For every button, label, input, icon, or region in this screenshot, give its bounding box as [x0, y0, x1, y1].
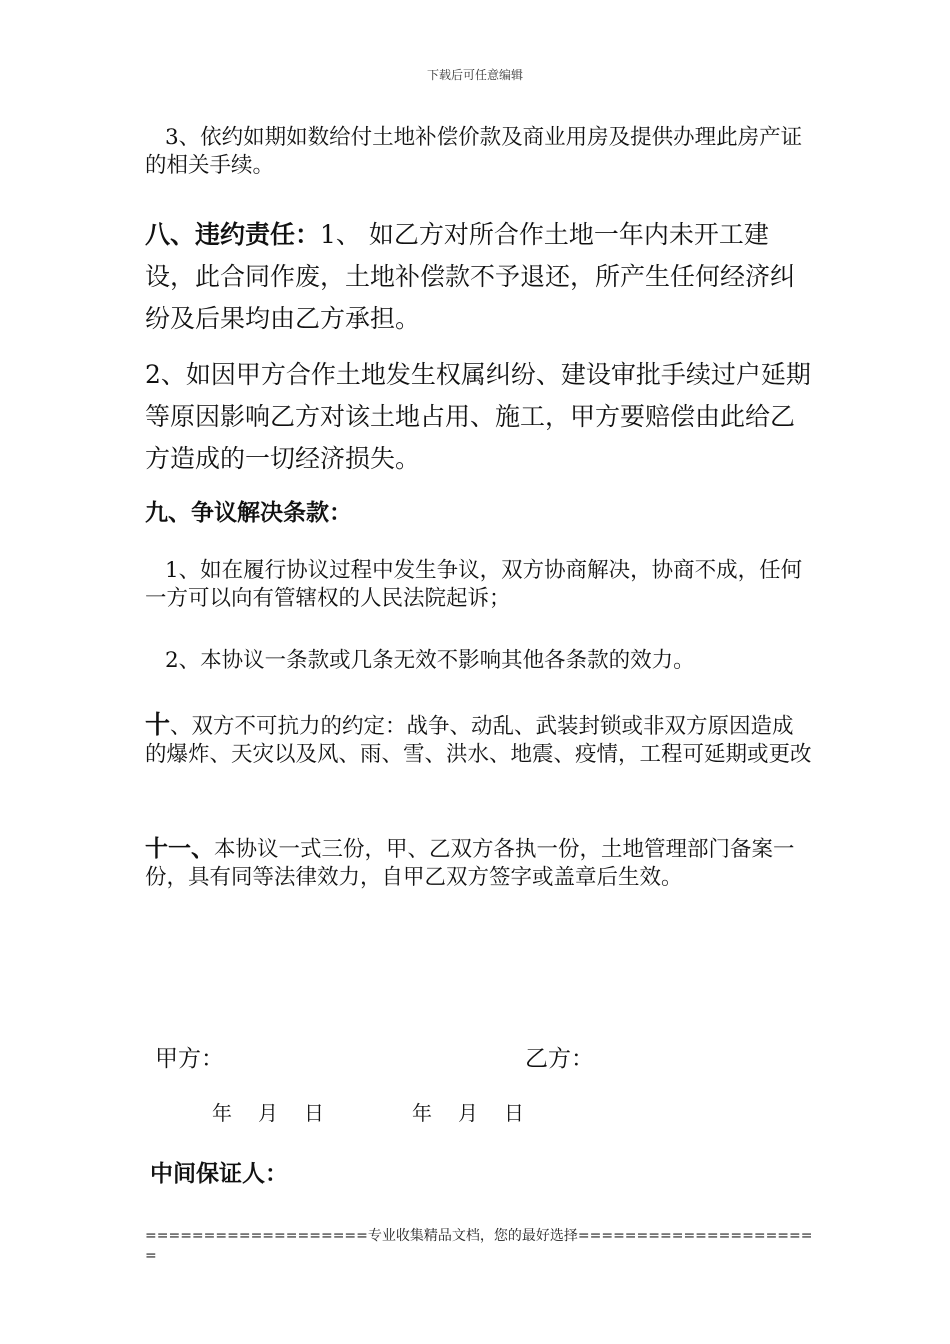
party-b-label: 乙方：	[525, 1046, 594, 1072]
clause-10-number: 十	[145, 710, 171, 739]
party-a-label: 甲方：	[155, 1046, 224, 1072]
clause-9-heading: 九、争议解决条款：	[145, 500, 352, 526]
clause-11-number: 十一、	[145, 836, 214, 862]
clause-8-heading: 八、违约责任：	[145, 220, 321, 249]
date-day: 日	[304, 1101, 326, 1125]
party-a-date	[212, 1097, 326, 1126]
clause-11	[145, 835, 815, 892]
clause-11-text: 本协议一式三份，甲、乙双方各执一份，土地管理部门备案一份，具有同等法律效力，自甲乙双方签字或盖章后生效。	[145, 837, 795, 890]
clause-10-text: 、双方不可抗力的约定：战争、动乱、武装封锁或非双方原因造成的爆炸、天灾以及风、雨、雪、洪水、地震、疫情，工程可延期或更改	[145, 714, 812, 767]
date-month: 月	[458, 1101, 480, 1125]
date-year: 年	[212, 1101, 234, 1125]
clause-7-item-3: 3、依约如期如数给付土地补偿价款及商业用房及提供办理此房产证的相关手续。	[145, 125, 803, 178]
guarantor-label: 中间保证人：	[150, 1161, 288, 1187]
clause-8-item-2: 2、如因甲方合作土地发生权属纠纷、建设审批手续过户延期等原因影响乙方对该土地占用、施工，甲方要赔偿由此给乙方造成的一切经济损失。	[145, 360, 811, 473]
date-day: 日	[504, 1101, 526, 1125]
page-header-note: 下载后可任意编辑	[426, 68, 523, 82]
clause-10	[145, 711, 815, 769]
clause-8-item-1: 1、 如乙方对所合作土地一年内未开工建设，此合同作废，土地补偿款不予退还，所产生任何经济纠纷及后果均由乙方承担。	[145, 220, 796, 333]
clause-9-item-1: 1、如在履行协议过程中发生争议，双方协商解决，协商不成，任何一方可以向有管辖权的人民法院起诉；	[145, 558, 803, 611]
page-footer: ===================专业收集精品文档，您的最好选择=====================	[145, 1228, 813, 1264]
date-year: 年	[412, 1101, 434, 1125]
party-b-date	[412, 1097, 526, 1126]
clause-8-paragraph-1	[145, 214, 815, 340]
clause-9-item-2: 2、本协议一条款或几条无效不影响其他各条款的效力。	[165, 648, 695, 673]
date-month: 月	[258, 1101, 280, 1125]
